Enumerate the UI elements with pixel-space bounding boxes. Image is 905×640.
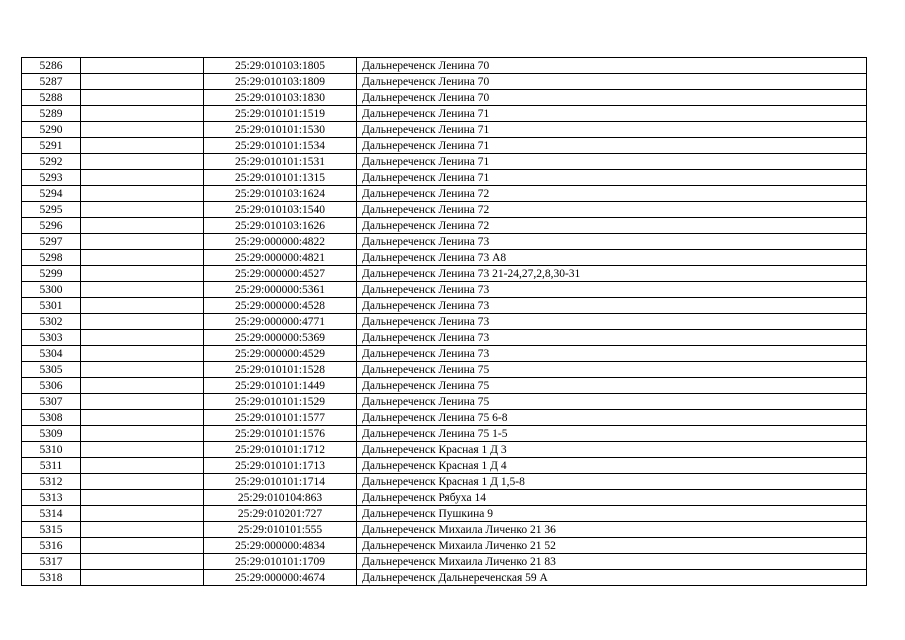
owner-cell: [81, 266, 204, 282]
row-number-cell: 5298: [22, 250, 81, 266]
row-number-cell: 5308: [22, 410, 81, 426]
table-row: [22, 554, 867, 570]
address-cell: Дальнереченск Ленина 75: [357, 394, 867, 410]
row-number-cell: 5317: [22, 554, 81, 570]
row-number-cell: 5291: [22, 138, 81, 154]
cadastral-number-cell: 25:29:010101:1528: [204, 362, 357, 378]
cadastral-number-cell: 25:29:010103:1626: [204, 218, 357, 234]
cadastral-number-cell: 25:29:010101:1449: [204, 378, 357, 394]
table-row: [22, 474, 867, 490]
table-row: [22, 282, 867, 298]
cadastral-number-cell: 25:29:010103:1540: [204, 202, 357, 218]
row-number-cell: 5288: [22, 90, 81, 106]
cadastral-number-cell: 25:29:010101:1519: [204, 106, 357, 122]
row-number-cell: 5310: [22, 442, 81, 458]
owner-cell: [81, 90, 204, 106]
row-number-cell: 5300: [22, 282, 81, 298]
address-cell: Дальнереченск Красная 1 Д 4: [357, 458, 867, 474]
cadastral-number-cell: 25:29:000000:4822: [204, 234, 357, 250]
address-cell: Дальнереченск Красная 1 Д 1,5-8: [357, 474, 867, 490]
table-row: [22, 234, 867, 250]
row-number-cell: 5314: [22, 506, 81, 522]
address-cell: Дальнереченск Ленина 73: [357, 314, 867, 330]
owner-cell: [81, 58, 204, 74]
row-number-cell: 5297: [22, 234, 81, 250]
address-cell: Дальнереченск Ленина 73: [357, 346, 867, 362]
table-row: [22, 426, 867, 442]
address-cell: Дальнереченск Ленина 71: [357, 106, 867, 122]
owner-cell: [81, 186, 204, 202]
cadastral-number-cell: 25:29:000000:5369: [204, 330, 357, 346]
address-cell: Дальнереченск Михаила Личенко 21 36: [357, 522, 867, 538]
cadastral-number-cell: 25:29:000000:5361: [204, 282, 357, 298]
table-row: [22, 378, 867, 394]
row-number-cell: 5312: [22, 474, 81, 490]
owner-cell: [81, 282, 204, 298]
address-cell: Дальнереченск Ленина 73 А8: [357, 250, 867, 266]
cadastral-number-cell: 25:29:000000:4821: [204, 250, 357, 266]
row-number-cell: 5304: [22, 346, 81, 362]
address-cell: Дальнереченск Михаила Личенко 21 52: [357, 538, 867, 554]
cadastral-number-cell: 25:29:000000:4529: [204, 346, 357, 362]
table-row: [22, 362, 867, 378]
address-cell: Дальнереченск Ленина 71: [357, 122, 867, 138]
table-row: [22, 266, 867, 282]
table-row: [22, 346, 867, 362]
address-cell: Дальнереченск Ленина 75: [357, 378, 867, 394]
cadastral-number-cell: 25:29:010101:1529: [204, 394, 357, 410]
cadastral-number-cell: 25:29:010101:1709: [204, 554, 357, 570]
owner-cell: [81, 474, 204, 490]
table-row: [22, 410, 867, 426]
table-row: [22, 74, 867, 90]
address-cell: Дальнереченск Ленина 71: [357, 154, 867, 170]
cadastral-number-cell: 25:29:010103:1830: [204, 90, 357, 106]
row-number-cell: 5292: [22, 154, 81, 170]
row-number-cell: 5299: [22, 266, 81, 282]
table-row: [22, 154, 867, 170]
row-number-cell: 5306: [22, 378, 81, 394]
address-cell: Дальнереченск Ленина 73: [357, 298, 867, 314]
owner-cell: [81, 554, 204, 570]
row-number-cell: 5289: [22, 106, 81, 122]
address-cell: Дальнереченск Дальнереченская 59 А: [357, 570, 867, 586]
table-row: [22, 458, 867, 474]
owner-cell: [81, 442, 204, 458]
row-number-cell: 5294: [22, 186, 81, 202]
table-row: [22, 538, 867, 554]
table-row: [22, 106, 867, 122]
owner-cell: [81, 170, 204, 186]
owner-cell: [81, 394, 204, 410]
table-row: [22, 90, 867, 106]
address-cell: Дальнереченск Ленина 72: [357, 218, 867, 234]
table-row: [22, 522, 867, 538]
cadastral-number-cell: 25:29:010101:1576: [204, 426, 357, 442]
table-row: [22, 394, 867, 410]
cadastral-number-cell: 25:29:010103:1624: [204, 186, 357, 202]
row-number-cell: 5309: [22, 426, 81, 442]
address-cell: Дальнереченск Ленина 75: [357, 362, 867, 378]
cadastral-number-cell: 25:29:010103:1809: [204, 74, 357, 90]
address-cell: Дальнереченск Ленина 71: [357, 138, 867, 154]
address-cell: Дальнереченск Пушкина 9: [357, 506, 867, 522]
row-number-cell: 5305: [22, 362, 81, 378]
address-cell: Дальнереченск Ленина 70: [357, 58, 867, 74]
table-row: [22, 58, 867, 74]
owner-cell: [81, 506, 204, 522]
cadastral-number-cell: 25:29:010101:1530: [204, 122, 357, 138]
address-cell: Дальнереченск Ленина 73 21-24,27,2,8,30-31: [357, 266, 867, 282]
address-cell: Дальнереченск Ленина 70: [357, 74, 867, 90]
table-row: [22, 186, 867, 202]
address-cell: Дальнереченск Ленина 73: [357, 330, 867, 346]
owner-cell: [81, 106, 204, 122]
owner-cell: [81, 378, 204, 394]
address-cell: Дальнереченск Ленина 72: [357, 202, 867, 218]
table-row: [22, 298, 867, 314]
address-cell: Дальнереченск Ленина 71: [357, 170, 867, 186]
address-cell: Дальнереченск Рябуха 14: [357, 490, 867, 506]
row-number-cell: 5315: [22, 522, 81, 538]
table-row: [22, 250, 867, 266]
address-cell: Дальнереченск Ленина 72: [357, 186, 867, 202]
cadastral-number-cell: 25:29:010101:1534: [204, 138, 357, 154]
cadastral-number-cell: 25:29:010101:1315: [204, 170, 357, 186]
owner-cell: [81, 298, 204, 314]
owner-cell: [81, 426, 204, 442]
cadastral-number-cell: 25:29:000000:4771: [204, 314, 357, 330]
row-number-cell: 5295: [22, 202, 81, 218]
cadastral-number-cell: 25:29:010101:1531: [204, 154, 357, 170]
cadastral-number-cell: 25:29:010201:727: [204, 506, 357, 522]
owner-cell: [81, 122, 204, 138]
owner-cell: [81, 330, 204, 346]
owner-cell: [81, 458, 204, 474]
cadastral-number-cell: 25:29:010103:1805: [204, 58, 357, 74]
row-number-cell: 5290: [22, 122, 81, 138]
table-row: [22, 138, 867, 154]
row-number-cell: 5301: [22, 298, 81, 314]
owner-cell: [81, 138, 204, 154]
table-row: [22, 218, 867, 234]
row-number-cell: 5311: [22, 458, 81, 474]
owner-cell: [81, 218, 204, 234]
cadastral-number-cell: 25:29:010101:1713: [204, 458, 357, 474]
address-cell: Дальнереченск Ленина 73: [357, 282, 867, 298]
owner-cell: [81, 74, 204, 90]
cadastral-number-cell: 25:29:000000:4834: [204, 538, 357, 554]
row-number-cell: 5296: [22, 218, 81, 234]
table-row: [22, 170, 867, 186]
address-cell: Дальнереченск Ленина 70: [357, 90, 867, 106]
table-row: [22, 330, 867, 346]
cadastral-number-cell: 25:29:010101:1577: [204, 410, 357, 426]
cadastral-number-cell: 25:29:010101:1714: [204, 474, 357, 490]
row-number-cell: 5302: [22, 314, 81, 330]
owner-cell: [81, 570, 204, 586]
address-cell: Дальнереченск Ленина 73: [357, 234, 867, 250]
row-number-cell: 5303: [22, 330, 81, 346]
address-cell: Дальнереченск Ленина 75 1-5: [357, 426, 867, 442]
address-cell: Дальнереченск Красная 1 Д 3: [357, 442, 867, 458]
cadastral-number-cell: 25:29:000000:4674: [204, 570, 357, 586]
table-row: [22, 202, 867, 218]
row-number-cell: 5318: [22, 570, 81, 586]
address-cell: Дальнереченск Ленина 75 6-8: [357, 410, 867, 426]
cadastral-number-cell: 25:29:010104:863: [204, 490, 357, 506]
cadastral-number-cell: 25:29:010101:1712: [204, 442, 357, 458]
owner-cell: [81, 490, 204, 506]
table-body: [22, 58, 867, 586]
owner-cell: [81, 154, 204, 170]
address-cell: Дальнереченск Михаила Личенко 21 83: [357, 554, 867, 570]
row-number-cell: 5316: [22, 538, 81, 554]
row-number-cell: 5307: [22, 394, 81, 410]
owner-cell: [81, 522, 204, 538]
owner-cell: [81, 314, 204, 330]
table-row: [22, 442, 867, 458]
row-number-cell: 5293: [22, 170, 81, 186]
owner-cell: [81, 346, 204, 362]
owner-cell: [81, 250, 204, 266]
owner-cell: [81, 410, 204, 426]
table-row: [22, 570, 867, 586]
cadastral-number-cell: 25:29:010101:555: [204, 522, 357, 538]
owner-cell: [81, 538, 204, 554]
owner-cell: [81, 362, 204, 378]
row-number-cell: 5287: [22, 74, 81, 90]
table-row: [22, 490, 867, 506]
row-number-cell: 5286: [22, 58, 81, 74]
owner-cell: [81, 234, 204, 250]
table-row: [22, 314, 867, 330]
row-number-cell: 5313: [22, 490, 81, 506]
table-row: [22, 506, 867, 522]
cadastral-number-cell: 25:29:000000:4527: [204, 266, 357, 282]
owner-cell: [81, 202, 204, 218]
table-row: [22, 122, 867, 138]
property-table: [21, 57, 867, 586]
cadastral-number-cell: 25:29:000000:4528: [204, 298, 357, 314]
